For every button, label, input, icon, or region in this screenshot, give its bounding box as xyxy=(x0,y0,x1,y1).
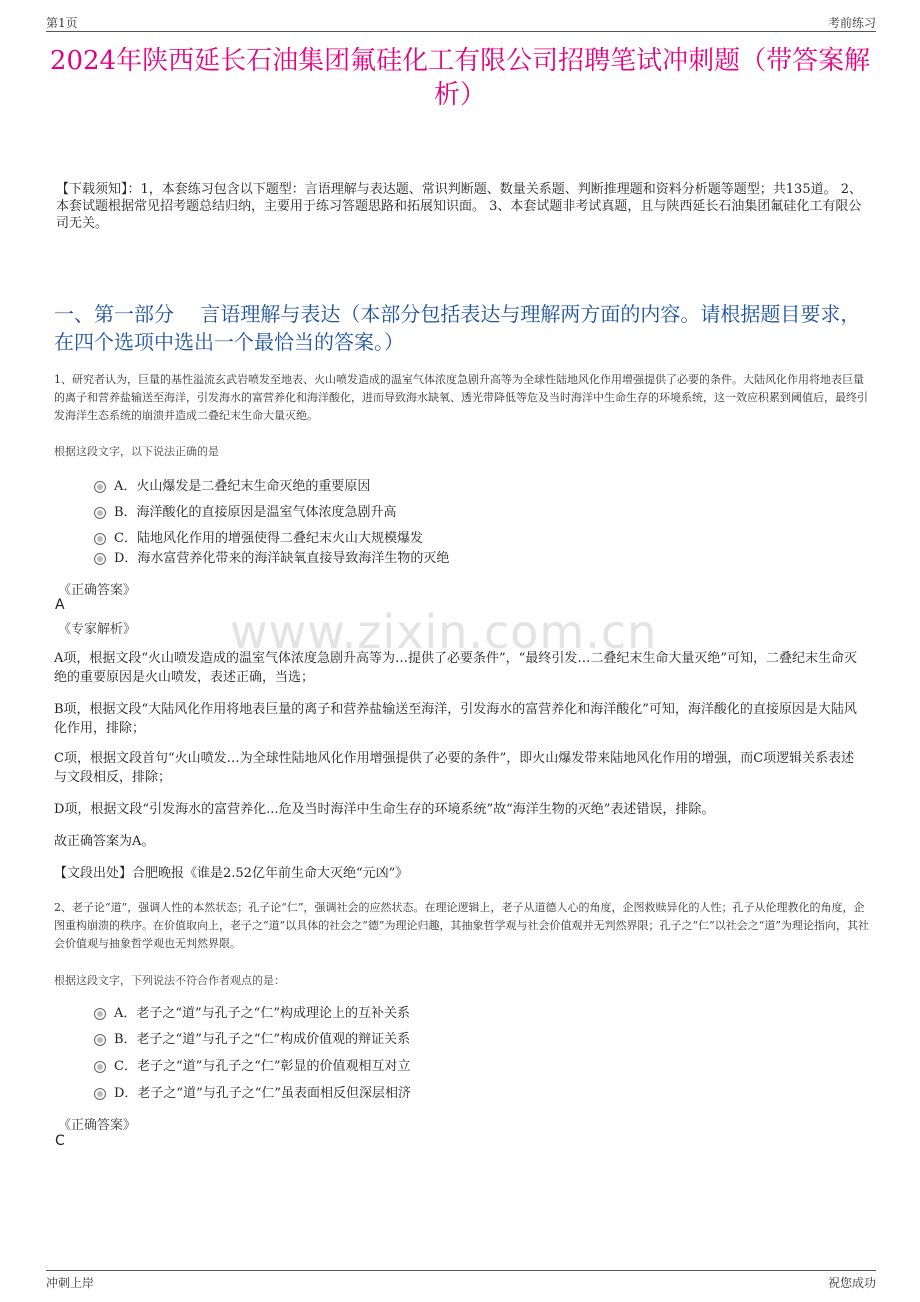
radio-icon[interactable] xyxy=(94,1008,106,1020)
q1-option-a[interactable]: A．火山爆发是二叠纪末生命灭绝的重要原因 xyxy=(94,478,370,496)
page-number: 第1页 xyxy=(46,16,78,30)
question-1-prompt: 根据这段文字，以下说法正确的是 xyxy=(54,445,219,458)
download-notice: 【下载须知】：1，本套练习包含以下题型：言语理解与表达题、常识判断题、数量关系题、判断推理题和资料分析题等题型；共135道。 2、本套试题根据常见招考题总结归纳，主要用于练习答题思路和拓展知识面。 3、本套试题非考试真题，且与陕西延长石油集团氟硅化工有限公司无关。 xyxy=(56,182,862,231)
question-2-prompt: 根据这段文字，下列说法不符合作者观点的是： xyxy=(54,974,285,987)
radio-icon[interactable] xyxy=(94,1061,106,1073)
q2-answer-label: 《正确答案》 xyxy=(58,1118,137,1133)
watermark: www.zixin.com.cn xyxy=(230,605,658,659)
q1-answer: A xyxy=(55,597,65,613)
q1-analysis-a: A项，根据文段“火山喷发造成的温室气体浓度急剧升高等为…提供了必要条件”，“最终引发…二叠纪末生命大量灭绝”可知，二叠纪末生命灭绝的重要原因是火山喷发，表述正确，当选； xyxy=(54,651,857,685)
radio-icon[interactable] xyxy=(94,553,106,565)
header-label: 考前练习 xyxy=(827,16,876,30)
footer-right: 祝您成功 xyxy=(827,1276,876,1290)
page-footer xyxy=(46,1270,876,1293)
q2-option-d[interactable]: D．老子之“道”与孔子之“仁”虽表面相反但深层相济 xyxy=(94,1085,411,1103)
q2-option-b[interactable]: B．老子之“道”与孔子之“仁”构成价值观的辩证关系 xyxy=(94,1031,410,1049)
section-heading: 一、第一部分 言语理解与表达（本部分包括表达与理解两方面的内容。请根据题目要求，在四个选项中选出一个最恰当的答案。） xyxy=(54,302,861,354)
page-header xyxy=(46,12,876,32)
q1-analysis-b: B项，根据文段“大陆风化作用将地表巨量的离子和营养盐输送至海洋，引发海水的富营养化和海洋酸化”可知，海洋酸化的直接原因是大陆风化作用，排除； xyxy=(54,702,857,736)
q2-answer: C xyxy=(55,1133,65,1149)
radio-icon[interactable] xyxy=(94,507,106,519)
q1-analysis-c: C项，根据文段首句“火山喷发…为全球性陆地风化作用增强提供了必要的条件”，即火山爆发带来陆地风化作用的增强，而C项逻辑关系表述与文段相反，排除； xyxy=(54,751,855,785)
q2-option-a[interactable]: A．老子之“道”与孔子之“仁”构成理论上的互补关系 xyxy=(94,1005,410,1023)
radio-icon[interactable] xyxy=(94,1034,106,1046)
q1-source: 【文段出处】合肥晚报《谁是2.52亿年前生命大灭绝“元凶”》 xyxy=(54,866,409,881)
q1-option-d[interactable]: D．海水富营养化带来的海洋缺氧直接导致海洋生物的灭绝 xyxy=(94,550,449,568)
q1-analysis-label: 《专家解析》 xyxy=(58,622,137,637)
question-2-stem: 2、老子论“道”，强调人性的本然状态；孔子论“仁”，强调社会的应然状态。在理论逻辑上，老子从道德人心的角度，企图救赎异化的人性；孔子从伦理教化的角度，企图重构崩溃的秩序。在价值取向上，老子之“道”以具体的社会之“德”为理论归趣，其抽象哲学观与社会价值观并无判然界限；孔子之“仁”以社会之“道”为理论指向，其社会价值观与抽象哲学观也无判然界限。 xyxy=(54,901,869,950)
question-1-stem: 1、研究者认为，巨量的基性溢流玄武岩喷发至地表、火山喷发造成的温室气体浓度急剧升高等为全球性陆地风化作用增强提供了必要的条件。大陆风化作用将地表巨量的离子和营养盐输送至海洋，引发海水的富营养化和海洋酸化，进而导致海水缺氧、透光带降低等危及当时海洋中生命生存的环境系统，这一效应积累到阈值后，最终引发海洋生态系统的崩溃并造成二叠纪末生命大量灭绝。 xyxy=(54,373,868,422)
radio-icon[interactable] xyxy=(94,1088,106,1100)
radio-icon[interactable] xyxy=(94,533,106,545)
q1-option-c[interactable]: C．陆地风化作用的增强使得二叠纪末火山大规模爆发 xyxy=(94,530,423,548)
radio-icon[interactable] xyxy=(94,481,106,493)
q1-option-b[interactable]: B．海洋酸化的直接原因是温室气体浓度急剧升高 xyxy=(94,504,397,522)
q2-option-c[interactable]: C．老子之“道”与孔子之“仁”彰显的价值观相互对立 xyxy=(94,1058,411,1076)
q1-analysis-d: D项，根据文段“引发海水的富营养化...危及当时海洋中生命生存的环境系统”故“海洋生物的灭绝”表述错误，排除。 xyxy=(54,802,715,817)
q1-answer-label: 《正确答案》 xyxy=(58,583,137,598)
footer-left: 冲刺上岸 xyxy=(46,1276,95,1290)
q1-conclusion: 故正确答案为A。 xyxy=(54,834,155,849)
document-title: 2024年陕西延长石油集团氟硅化工有限公司招聘笔试冲刺题（带答案解析） xyxy=(49,46,871,110)
